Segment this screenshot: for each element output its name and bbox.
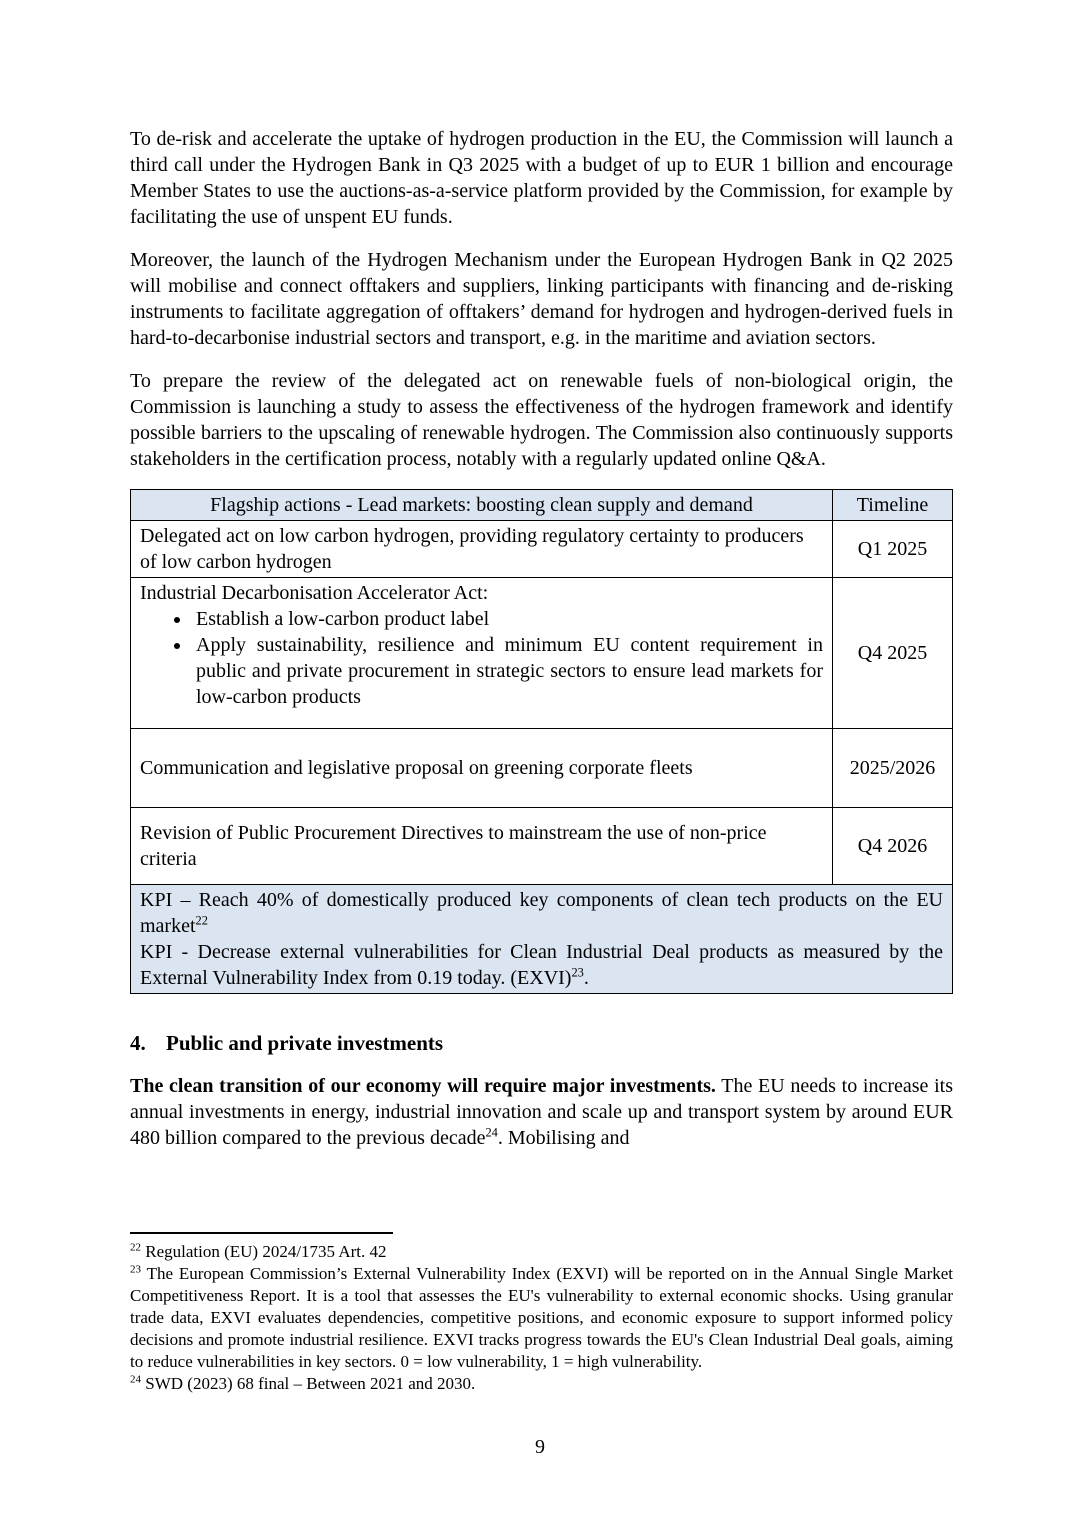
action-procurement-directives: Revision of Public Procurement Directives to mainstream the use of non-price criteria bbox=[131, 808, 833, 885]
timeline-q1-2025: Q1 2025 bbox=[833, 521, 953, 578]
section-title: Public and private investments bbox=[166, 1031, 444, 1055]
kpi-external-vulnerability bbox=[140, 939, 943, 991]
footnote-23 bbox=[130, 1263, 953, 1373]
section-heading bbox=[130, 1030, 953, 1056]
paragraph-delegated-act-review: To prepare the review of the delegated act on renewable fuels of non-biological origin, the Commission is launching a study to assess the effectiveness of the hydrogen framework and identify possible barriers to the upscaling of renewable hydrogen. The Commission also continuously supports stakeholders in the certification process, notably with a regularly updated online Q&A. bbox=[130, 370, 953, 470]
table-header-actions: Flagship actions - Lead markets: boosting clean supply and demand bbox=[131, 490, 833, 521]
table-row bbox=[131, 578, 953, 729]
kpi-clean-tech-text: KPI – Reach 40% of domestically produced key components of clean tech products on the EU market bbox=[140, 889, 943, 937]
table-row bbox=[131, 808, 953, 885]
lead-tail-text: . Mobilising and bbox=[497, 1127, 630, 1149]
footnote-24-marker: 24 bbox=[130, 1373, 141, 1386]
timeline-q4-2025: Q4 2025 bbox=[833, 578, 953, 729]
page-number: 9 bbox=[535, 1436, 545, 1458]
action-intro: Industrial Decarbonisation Accelerator Act: bbox=[140, 582, 489, 604]
kpi-clean-tech bbox=[140, 887, 943, 939]
footnote-24-text: SWD (2023) 68 final – Between 2021 and 2030. bbox=[141, 1374, 476, 1393]
footnote-24 bbox=[130, 1373, 953, 1395]
document-page bbox=[130, 0, 953, 1151]
paragraph-investments-lead bbox=[130, 1073, 953, 1151]
footnote-23-text: The European Commission’s External Vulnerability Index (EXVI) will be reported on in the Annual Single Market Competitiveness Report. It is a tool that assesses the EU's vulnerability to external economic shocks. Using granular trade data, EXVI evaluates dependencies, competitive positions, and economic exposure to support informed policy decisions and promote industrial resilience. EXVI tracks progress towards the EU's Clean Industrial Deal goals, aiming to reduce vulnerabilities in key sectors. 0 = low vulnerability, 1 = high vulnerability. bbox=[130, 1264, 953, 1371]
action-industrial-decarbonisation bbox=[131, 578, 833, 729]
lead-bold-sentence: The clean transition of our economy will require major investments. bbox=[130, 1075, 716, 1097]
table-row bbox=[131, 521, 953, 578]
table-row bbox=[131, 729, 953, 808]
timeline-q4-2026: Q4 2026 bbox=[833, 808, 953, 885]
table-header-row bbox=[131, 490, 953, 521]
footnote-ref-24: 24 bbox=[485, 1125, 498, 1140]
paragraph-hydrogen-mechanism: Moreover, the launch of the Hydrogen Mechanism under the European Hydrogen Bank in Q2 2025 will mobilise and connect offtakers and suppliers, linking participants with financing and de-risking instruments to facilitate aggregation of offtakers’ demand for hydrogen and hydrogen-derived fuels in hard-to-decarbonise industrial sectors and transport, e.g. in the maritime and aviation sectors. bbox=[130, 249, 953, 349]
footnote-23-marker: 23 bbox=[130, 1263, 141, 1276]
paragraph-hydrogen-bank: To de-risk and accelerate the uptake of hydrogen production in the EU, the Commission will launch a third call under the Hydrogen Bank in Q3 2025 with a budget of up to EUR 1 billion and encourage Member States to use the auctions-as-a-service platform provided by the Commission, for example by facilitating the use of unspent EU funds. bbox=[130, 128, 953, 228]
footnote-22-text: Regulation (EU) 2024/1735 Art. 42 bbox=[141, 1242, 387, 1261]
bullet-procurement-requirement: • Apply sustainability, resilience and minimum EU content requirement in public and private procurement in strategic sectors to ensure lead markets for low-carbon products bbox=[192, 632, 823, 710]
footnote-22 bbox=[130, 1241, 953, 1263]
footnote-ref-23: 23 bbox=[571, 965, 584, 980]
kpi-row bbox=[131, 885, 953, 994]
lead-body-text: The EU needs to increase its annual investments in energy, industrial innovation and scale up and transport system by around EUR 480 billion compared to the previous decade bbox=[130, 1075, 954, 1149]
footnotes-section bbox=[130, 1232, 953, 1395]
footnote-22-marker: 22 bbox=[130, 1241, 141, 1254]
footnote-separator bbox=[130, 1232, 393, 1234]
action-corporate-fleets: Communication and legislative proposal on greening corporate fleets bbox=[131, 729, 833, 808]
timeline-2025-2026: 2025/2026 bbox=[833, 729, 953, 808]
action-bullet-list bbox=[140, 606, 823, 710]
kpi-cell bbox=[131, 885, 953, 994]
action-delegated-act: Delegated act on low carbon hydrogen, providing regulatory certainty to producers of low carbon hydrogen bbox=[131, 521, 833, 578]
kpi-external-vulnerability-text: KPI - Decrease external vulnerabilities for Clean Industrial Deal products as measured by the External Vulnerability Index from 0.19 today. (EXVI) bbox=[140, 941, 943, 989]
kpi-external-vulnerability-period: . bbox=[583, 967, 589, 989]
table-header-timeline: Timeline bbox=[833, 490, 953, 521]
bullet-product-label: • Establish a low-carbon product label bbox=[192, 606, 823, 632]
footnote-ref-22: 22 bbox=[195, 913, 208, 928]
section-number: 4. bbox=[130, 1031, 146, 1055]
flagship-actions-table bbox=[130, 489, 953, 994]
